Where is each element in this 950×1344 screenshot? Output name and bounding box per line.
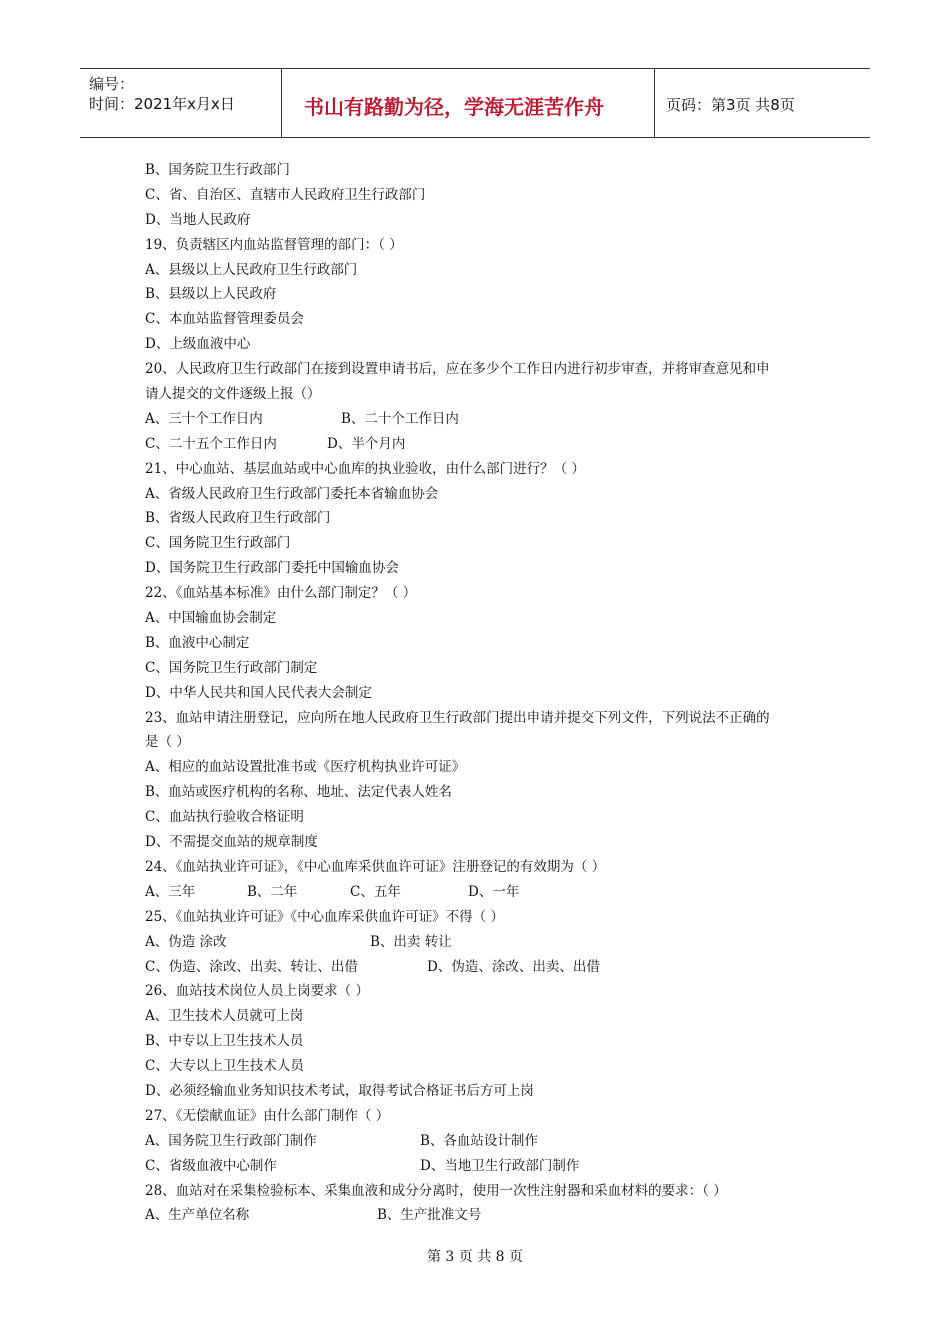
text-line: C、国务院卫生行政部门	[145, 535, 291, 552]
text-line: C、本血站监督管理委员会	[145, 311, 304, 328]
text-line: B、省级人民政府卫生行政部门	[145, 510, 331, 527]
option-row	[145, 880, 815, 905]
text-line: 20、人民政府卫生行政部门在接到设置申请书后，应在多少个工作日内进行初步审查，并将审查意见和申	[145, 361, 770, 378]
question-list	[145, 158, 815, 1228]
option-text: B、二年	[247, 883, 298, 900]
text-line: 是（ ）	[145, 734, 190, 751]
text-line: D、中华人民共和国人民代表大会制定	[145, 684, 372, 701]
option-text: A、伪造 涂改	[145, 933, 227, 950]
text-line: 27、《无偿献血证》由什么部门制作（ ）	[145, 1107, 390, 1124]
option-text: A、三年	[145, 883, 196, 900]
text-line: 26、血站技术岗位人员上岗要求（ ）	[145, 983, 369, 1000]
option-text: D、当地卫生行政部门制作	[420, 1157, 580, 1174]
text-line: D、上级血液中心	[145, 336, 251, 353]
header-page-cell	[655, 69, 870, 137]
text-line: B、血液中心制定	[145, 634, 250, 651]
option-text: D、一年	[468, 883, 520, 900]
option-text: C、省级血液中心制作	[145, 1157, 277, 1174]
header-page-number: 页码：第3页 共8页	[666, 96, 795, 114]
text-line: B、国务院卫生行政部门	[145, 162, 290, 178]
option-row	[145, 1203, 815, 1228]
text-line: 24、《血站执业许可证》，《中心血库采供血许可证》注册登记的有效期为（ ）	[145, 858, 606, 875]
option-text: A、生产单位名称	[145, 1207, 250, 1224]
text-line: 21、中心血站、基层血站或中心血库的执业验收，由什么部门进行？（ ）	[145, 460, 585, 477]
header-motto-cell	[282, 69, 655, 137]
option-text: A、国务院卫生行政部门制作	[145, 1132, 317, 1149]
page-header	[80, 68, 870, 138]
text-line: 23、血站申请注册登记，应向所在地人民政府卫生行政部门提出申请并提交下列文件，下列说法不正确的	[145, 709, 770, 726]
time-label: 时间：2021年x月x日	[89, 95, 235, 113]
text-line: D、必须经输血业务知识技术考试，取得考试合格证书后方可上岗	[145, 1082, 534, 1099]
text-line: A、卫生技术人员就可上岗	[145, 1008, 304, 1025]
option-row	[145, 1154, 815, 1179]
option-text: A、三十个工作日内	[145, 410, 263, 427]
text-line: D、国务院卫生行政部门委托中国输血协会	[145, 560, 399, 577]
text-line: B、血站或医疗机构的名称、地址、法定代表人姓名	[145, 784, 452, 801]
text-line: C、血站执行验收合格证明	[145, 809, 304, 826]
text-line: 请人提交的文件逐级上报（）	[145, 386, 321, 403]
text-line: A、中国输血协会制定	[145, 610, 277, 627]
text-line: C、省、自治区、直辖市人民政府卫生行政部门	[145, 186, 426, 203]
option-text: C、二十五个工作日内	[145, 435, 277, 452]
text-line: A、省级人民政府卫生行政部门委托本省输血协会	[145, 485, 439, 502]
text-line: 19、负责辖区内血站监督管理的部门：（ ）	[145, 236, 403, 253]
text-line: 25、《血站执业许可证》《中心血库采供血许可证》不得（ ）	[145, 908, 504, 925]
text-line: D、当地人民政府	[145, 211, 251, 228]
text-line: 28、血站对在采集检验标本、采集血液和成分分离时，使用一次性注射器和采血材料的要求：（ ）	[145, 1182, 727, 1199]
option-text: B、各血站设计制作	[420, 1132, 538, 1149]
option-row	[145, 955, 815, 980]
text-line: B、县级以上人民政府	[145, 286, 277, 303]
motto: 书山有路勤为径，学海无涯苦作舟	[304, 95, 604, 119]
option-text: B、生产批准文号	[377, 1207, 482, 1224]
option-text: D、伪造、涂改、出卖、出借	[427, 958, 600, 975]
option-row	[145, 1129, 815, 1154]
option-text: D、半个月内	[327, 435, 406, 452]
option-row	[145, 930, 815, 955]
option-text: B、出卖 转让	[370, 933, 452, 950]
option-row	[145, 407, 815, 432]
text-line: 22、《血站基本标准》由什么部门制定？（ ）	[145, 585, 417, 602]
text-line: C、国务院卫生行政部门制定	[145, 659, 318, 676]
page-footer: 第 3 页 共 8 页	[426, 1249, 524, 1265]
text-line: A、县级以上人民政府卫生行政部门	[145, 261, 358, 278]
text-line: C、大专以上卫生技术人员	[145, 1058, 304, 1075]
serial-label: 编号：	[89, 75, 135, 93]
text-line: B、中专以上卫生技术人员	[145, 1033, 304, 1050]
option-row	[145, 432, 815, 457]
text-line: A、相应的血站设置批准书或《医疗机构执业许可证》	[145, 759, 466, 776]
option-text: C、伪造、涂改、出卖、转让、出借	[145, 958, 358, 975]
option-text: B、二十个工作日内	[341, 410, 459, 427]
option-text: C、五年	[350, 883, 401, 900]
text-line: D、不需提交血站的规章制度	[145, 834, 318, 851]
header-info-cell	[80, 69, 282, 137]
